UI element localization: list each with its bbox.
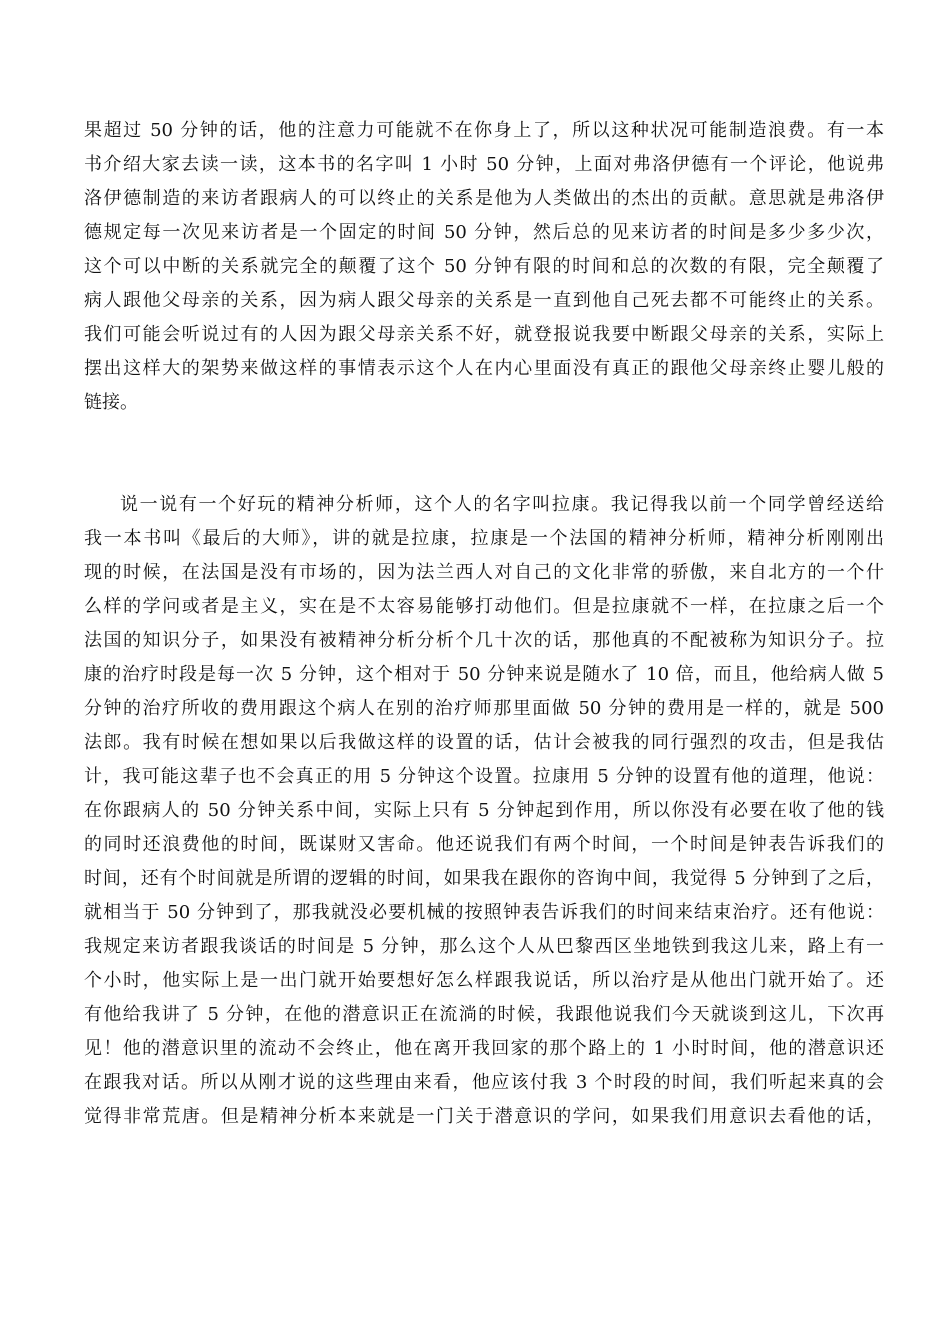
text-line: 病人跟他父母亲的关系，因为病人跟父母亲的关系是一直到他自己死去都不可能终止的关系。: [84, 290, 884, 311]
text-line: 我规定来访者跟我谈话的时间是 5 分钟，那么这个人从巴黎西区坐地铁到我这儿来，路上有一: [84, 936, 884, 957]
text-line: 我们可能会听说过有的人因为跟父母亲关系不好，就登报说我要中断跟父母亲的关系，实际上: [84, 324, 884, 345]
text-line: 我一本书叫《最后的大师》，讲的就是拉康，拉康是一个法国的精神分析师，精神分析刚刚出: [84, 528, 884, 549]
text-line: 德规定每一次见来访者是一个固定的时间 50 分钟，然后总的见来访者的时间是多少多少次，: [84, 222, 884, 243]
text-line: 说一说有一个好玩的精神分析师，这个人的名字叫拉康。我记得我以前一个同学曾经送给: [120, 494, 884, 515]
text-line: 的同时还浪费他的时间，既谋财又害命。他还说我们有两个时间，一个时间是钟表告诉我们的: [84, 834, 884, 855]
text-line: 计，我可能这辈子也不会真正的用 5 分钟这个设置。拉康用 5 分钟的设置有他的道理，他说：: [84, 766, 884, 787]
paragraph-lacan: [84, 488, 884, 1134]
text-line: 康的治疗时段是每一次 5 分钟，这个相对于 50 分钟来说是随水了 10 倍，而且，他给病人做 5: [84, 664, 884, 685]
text-line: 洛伊德制造的来访者跟病人的可以终止的关系是他为人类做出的杰出的贡献。意思就是弗洛伊: [84, 188, 884, 209]
text-line: 就相当于 50 分钟到了，那我就没必要机械的按照钟表告诉我们的时间来结束治疗。还有他说：: [84, 902, 884, 923]
text-line: 书介绍大家去读一读，这本书的名字叫 1 小时 50 分钟，上面对弗洛伊德有一个评论，他说弗: [84, 154, 884, 175]
text-line: 觉得非常荒唐。但是精神分析本来就是一门关于潜意识的学问，如果我们用意识去看他的话，: [84, 1106, 884, 1127]
text-line: 分钟的治疗所收的费用跟这个病人在别的治疗师那里面做 50 分钟的费用是一样的，就是 500: [84, 698, 884, 719]
text-line: 在你跟病人的 50 分钟关系中间，实际上只有 5 分钟起到作用，所以你没有必要在收了他的钱: [84, 800, 884, 821]
text-line: 摆出这样大的架势来做这样的事情表示这个人在内心里面没有真正的跟他父母亲终止婴儿般的: [84, 358, 884, 379]
paragraph-freud-session: [84, 114, 884, 420]
text-line: 果超过 50 分钟的话，他的注意力可能就不在你身上了，所以这种状况可能制造浪费。有一本: [84, 120, 884, 141]
text-line: 现的时候，在法国是没有市场的，因为法兰西人对自己的文化非常的骄傲，来自北方的一个什: [84, 562, 884, 583]
text-line: 法国的知识分子，如果没有被精神分析分析个几十次的话，那他真的不配被称为知识分子。拉: [84, 630, 884, 651]
text-line: 时间，还有个时间就是所谓的逻辑的时间，如果我在跟你的咨询中间，我觉得 5 分钟到了之后，: [84, 868, 884, 889]
text-line: 这个可以中断的关系就完全的颠覆了这个 50 分钟有限的时间和总的次数的有限，完全颠覆了: [84, 256, 884, 277]
text-line: 有他给我讲了 5 分钟，在他的潜意识正在流淌的时候，我跟他说我们今天就谈到这儿，下次再: [84, 1004, 884, 1025]
text-line: 链接。: [84, 392, 138, 413]
text-line: 在跟我对话。所以从刚才说的这些理由来看，他应该付我 3 个时段的时间，我们听起来真的会: [84, 1072, 884, 1093]
text-line: 法郎。我有时候在想如果以后我做这样的设置的话，估计会被我的同行强烈的攻击，但是我估: [84, 732, 884, 753]
text-line: 见！他的潜意识里的流动不会终止，他在离开我回家的那个路上的 1 小时时间，他的潜意识还: [84, 1038, 884, 1059]
text-line: 么样的学问或者是主义，实在是不太容易能够打动他们。但是拉康就不一样，在拉康之后一个: [84, 596, 884, 617]
text-line: 个小时，他实际上是一出门就开始要想好怎么样跟我说话，所以治疗是从他出门就开始了。还: [84, 970, 884, 991]
